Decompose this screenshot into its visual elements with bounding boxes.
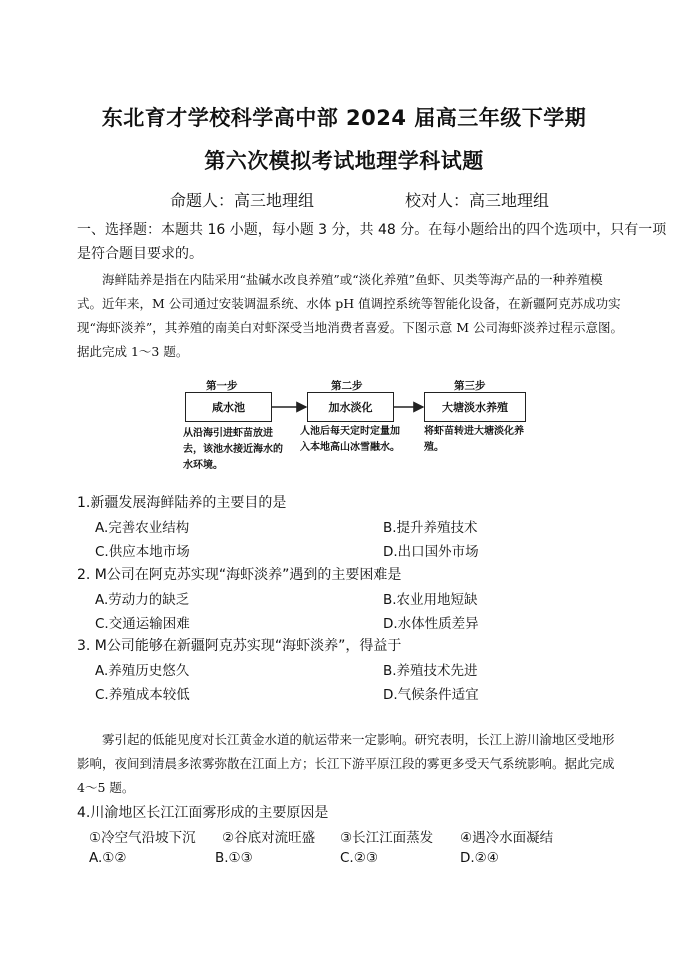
checker-label: 校对人：高三地理组 (405, 191, 550, 210)
q4-option-c: C.②③ (340, 850, 378, 866)
q4-statement-3: ③长江江面蒸发 (340, 830, 434, 846)
q4-option-d: D.②④ (460, 850, 499, 866)
q3-option-c: C.养殖成本较低 (95, 687, 190, 703)
q3-option-b: B.养殖技术先进 (383, 663, 478, 679)
question-2-stem: 2. M公司在阿克苏实现“海虾淡养”遇到的主要困难是 (77, 567, 402, 583)
q2-option-c: C.交通运输困难 (95, 616, 190, 632)
q4-option-a: A.①② (89, 850, 127, 866)
q4-statement-2: ②谷底对流旺盛 (222, 830, 316, 846)
section-instructions: 一、选择题：本题共 16 小题，每小题 3 分，共 48 分。在每小题给出的四个选项中，只有一项是符合题目要求的。 (77, 222, 667, 262)
question-1-stem: 1.新疆发展海鲜陆养的主要目的是 (77, 495, 287, 511)
box-saltwater-pond: 咸水池 (185, 392, 272, 422)
box-add-fresh-water: 加水淡化 (307, 392, 394, 422)
step-label-1: 第一步 (206, 380, 238, 392)
q1-option-c: C.供应本地市场 (95, 544, 190, 560)
q4-statement-1: ①冷空气沿坡下沉 (89, 830, 196, 846)
q1-option-a: A.完善农业结构 (95, 520, 190, 536)
q3-option-d: D.气候条件适宜 (383, 687, 479, 703)
passage-seafood-farming: 海鲜陆养是指在内陆采用“盐碱水改良养殖”或“淡化养殖”鱼虾、贝类等海产品的一种养殖模式。近年来，M 公司通过安装调温系统、水体 pH 值调控系统等智能化设备，在新疆阿克苏成功实现“海虾淡养”，其养殖的南美白对虾深受当地消费者喜爱。下图示意 M 公司海虾淡养过程示意图。据此完成 1～3 题。 (77, 272, 624, 359)
step-label-2: 第二步 (331, 380, 363, 392)
note-step3: 将虾苗转进大塘淡化养殖。 (424, 426, 524, 453)
question-4-stem: 4.川渝地区长江江面雾形成的主要原因是 (77, 805, 329, 821)
box-freshwater-farming: 大塘淡水养殖 (424, 392, 526, 422)
q4-option-b: B.①③ (215, 850, 253, 866)
q1-option-d: D.出口国外市场 (383, 544, 479, 560)
page-title-line2: 第六次模拟考试地理学科试题 (204, 149, 484, 173)
page-title-line1: 东北育才学校科学高中部 2024 届高三年级下学期 (101, 106, 587, 130)
q3-option-a: A.养殖历史悠久 (95, 663, 190, 679)
author-label: 命题人：高三地理组 (170, 191, 315, 210)
q4-statement-4: ④遇冷水面凝结 (460, 830, 554, 846)
q2-option-a: A.劳动力的缺乏 (95, 592, 190, 608)
q1-option-b: B.提升养殖技术 (383, 520, 478, 536)
q2-option-d: D.水体性质差异 (383, 616, 479, 632)
question-3-stem: 3. M公司能够在新疆阿克苏实现“海虾淡养”，得益于 (77, 638, 402, 654)
step-label-3: 第三步 (454, 380, 486, 392)
q2-option-b: B.农业用地短缺 (383, 592, 478, 608)
passage-fog: 雾引起的低能见度对长江黄金水道的航运带来一定影响。研究表明，长江上游川渝地区受地形影响，夜间到清晨多浓雾弥散在江面上方；长江下游平原江段的雾更多受天气系统影响。据此完成 4～5 题。 (77, 732, 615, 795)
note-step1: 从沿海引进虾苗放进去，该池水接近海水的水环境。 (183, 428, 283, 471)
note-step2: 人池后每天定时定量加入本地高山冰雪融水。 (300, 426, 400, 453)
